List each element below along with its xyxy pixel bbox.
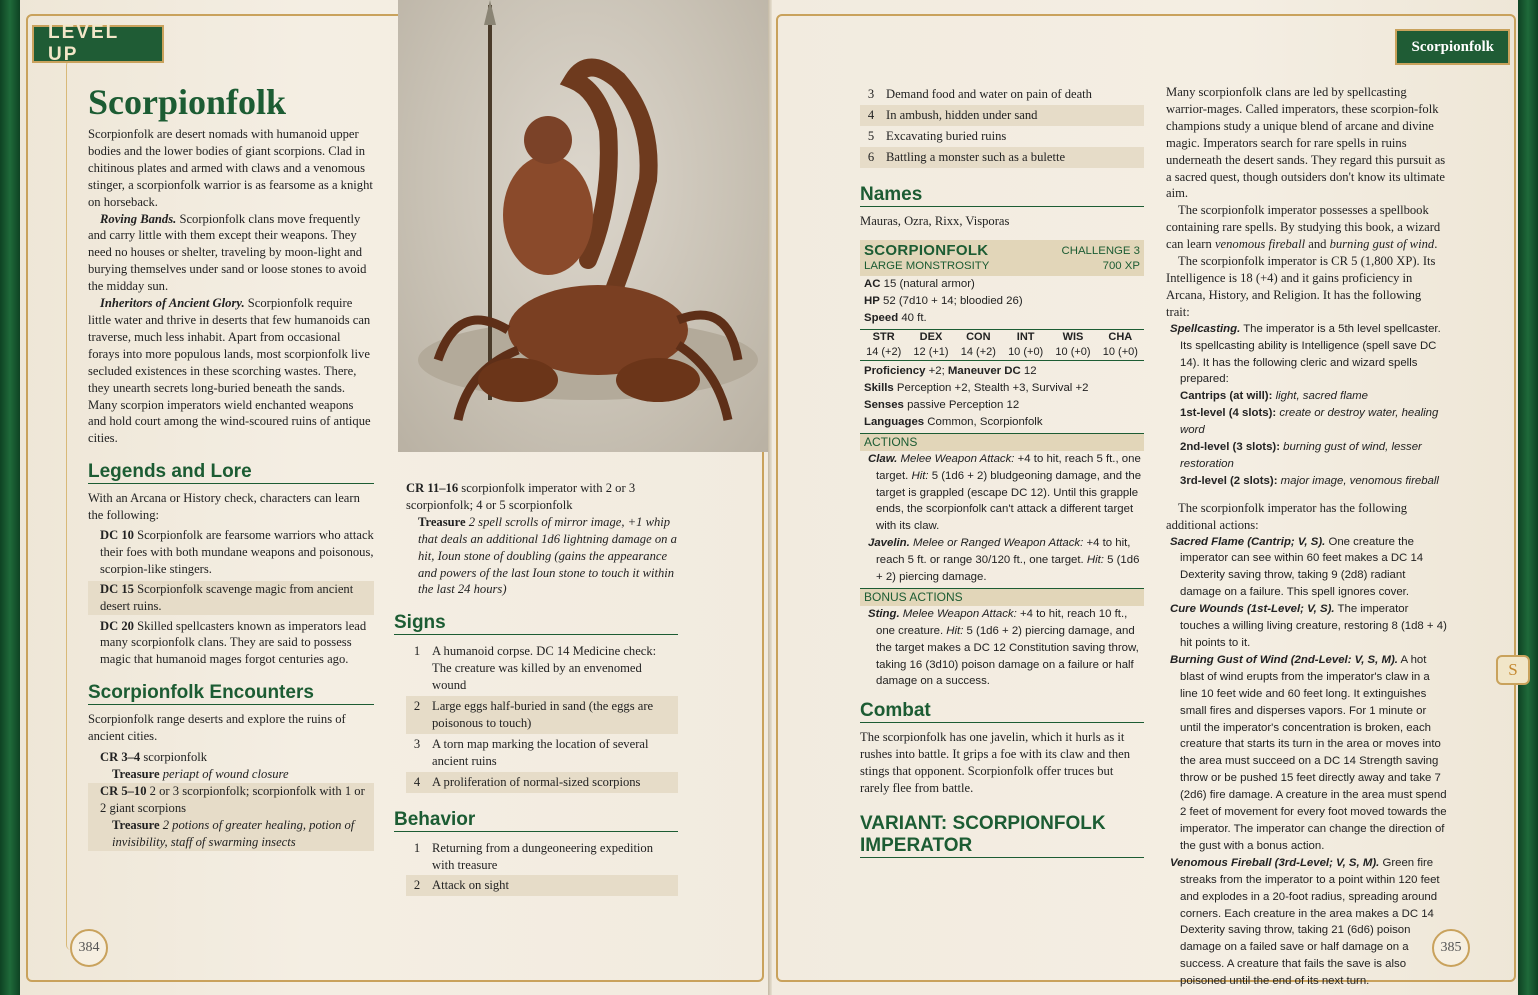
row-text: Demand food and water on pain of death bbox=[886, 87, 1092, 101]
scorpionfolk-figure-icon bbox=[398, 0, 768, 452]
sting-type: Melee Weapon Attack: bbox=[899, 607, 1017, 620]
variant-paragraph-2 bbox=[1166, 202, 1448, 253]
languages bbox=[860, 414, 1144, 431]
spell-list bbox=[1166, 388, 1448, 489]
monster-type: LARGE MONSTROSITY bbox=[864, 260, 990, 273]
lore-text: Scorpionfolk scavenge magic from ancient desert ruins. bbox=[100, 581, 354, 613]
variant-heading: VARIANT: SCORPIONFOLK IMPERATOR bbox=[860, 813, 1144, 858]
row-text: Attack on sight bbox=[428, 875, 678, 896]
table-row bbox=[406, 641, 678, 696]
row-text: Battling a monster such as a bulette bbox=[882, 147, 1144, 168]
left-column-2 bbox=[394, 480, 678, 896]
row-text: In ambush, hidden under sand bbox=[882, 105, 1144, 126]
row-number: 1 bbox=[413, 644, 421, 659]
action-text: A hot blast of wind erupts from the imperator's claw in a line 10 feet wide and 60 feet long. It extinguishes small fires and disperses vapors. For 1 minute or until the imperator's concentration is broken, each creature that starts its turn in the area or moves into the area must succeed on a DC 14 Strength saving throw or be pushed 15 feet directly away and take 7 (2d6) fire damage. A creature in the area must spend 2 feet of movement for every foot moved towards the imperator. The imperator can change the direction of the gust with a bonus action. bbox=[1180, 653, 1447, 852]
roving-bands-label: Roving Bands. bbox=[100, 211, 177, 226]
proficiency bbox=[860, 363, 1144, 380]
chapter-label: Scorpionfolk bbox=[1411, 38, 1494, 55]
row-number: 2 bbox=[406, 875, 428, 896]
ability-name: WIS bbox=[1062, 331, 1084, 344]
speed bbox=[860, 310, 1144, 327]
combat-heading: Combat bbox=[860, 700, 1144, 723]
table-row bbox=[860, 105, 1144, 126]
spellcasting-text: The imperator is a 5th level spellcaster. Its spellcasting ability is Intelligence (spell save DC 14). It has the following cleric and wizard spells prepared: bbox=[1180, 322, 1441, 386]
spell-row bbox=[1180, 439, 1448, 473]
row-number: 4 bbox=[406, 772, 428, 793]
treasure-text: 2 potions of greater healing, potion of invisibility, staff of swarming insects bbox=[112, 817, 355, 849]
combat-text: The scorpionfolk has one javelin, which it hurls as it rushes into battle. It grips a foe with its claw and then stings that opponent. Scorpionfolk offer truces but rarely flee from battle. bbox=[860, 730, 1131, 796]
ability-value: 14 (+2) bbox=[960, 346, 996, 359]
sting-action bbox=[864, 606, 1144, 691]
row-text: Large eggs half-buried in sand (the eggs are poisonous to touch) bbox=[428, 696, 678, 734]
encounter-text: scorpionfolk imperator with 2 or 3 scorpionfolk; 4 or 5 scorpionfolk bbox=[406, 481, 636, 512]
spellcasting-trait bbox=[1166, 321, 1448, 389]
left-column-1 bbox=[88, 82, 374, 851]
signs-table bbox=[406, 641, 678, 792]
hp-value: 52 (7d10 + 14; bloodied 26) bbox=[879, 295, 1023, 308]
ancient-glory-label: Inheritors of Ancient Glory. bbox=[100, 296, 245, 311]
variant-spell-1: venomous fireball bbox=[1214, 237, 1306, 252]
imperator-action bbox=[1166, 601, 1448, 652]
intro-paragraph: Scorpionfolk are desert nomads with humanoid upper bodies and the lower bodies of giant scorpions. Clad in chitinous plates and armed with claws and a venomous stinger, a scorpionfolk warrior is as fearsome as a knight on horseback. bbox=[88, 127, 373, 209]
row-number: 2 bbox=[406, 696, 428, 734]
lore-text: Scorpionfolk are fearsome warriors who attack their foes with both mundane weapons and poisonous, scorpion-like stingers. bbox=[100, 528, 374, 576]
maneuver-value: 12 bbox=[1020, 365, 1037, 378]
page-number-right: 385 bbox=[1432, 929, 1470, 967]
javelin-action bbox=[864, 535, 1144, 586]
senses-label: Senses bbox=[864, 398, 904, 411]
treasure-label: Treasure bbox=[112, 767, 160, 781]
skills bbox=[860, 380, 1144, 397]
variant-paragraph-3: The scorpionfolk imperator is CR 5 (1,800 XP). Its Intelligence is 18 (+4) and it gains proficiency in Arcana, History, and Religion. It has the following trait: bbox=[1166, 254, 1436, 319]
spell-names: major image, venomous fireball bbox=[1277, 474, 1439, 487]
row-text: Returning from a dungeoneering expedition with treasure bbox=[432, 840, 654, 872]
row-number: 5 bbox=[867, 128, 875, 143]
table-row bbox=[860, 84, 1144, 105]
action-label: Sacred Flame (Cantrip; V, S). bbox=[1170, 535, 1326, 548]
spell-level-label: 1st-level (4 slots): bbox=[1180, 407, 1277, 420]
page-title: Scorpionfolk bbox=[88, 82, 287, 122]
lore-dc: DC 15 bbox=[100, 581, 134, 596]
variant-p2-end: . bbox=[1434, 237, 1438, 252]
stat-block-header bbox=[860, 240, 1144, 277]
variant-p2-and: and bbox=[1305, 237, 1330, 252]
table-row bbox=[860, 147, 1144, 168]
claw-label: Claw. bbox=[868, 452, 898, 465]
table-row bbox=[406, 696, 678, 734]
claw-rest: 5 (1d6 + 2) bludgeoning damage, and the target is grappled (escape DC 12). Until this grapple ends, the scorpionfolk can't attack a different target with its claw. bbox=[876, 469, 1142, 533]
ability-value: 10 (+0) bbox=[1008, 346, 1044, 359]
table-row bbox=[406, 838, 678, 876]
sting-label: Sting. bbox=[868, 607, 900, 620]
encounters-intro: Scorpionfolk range deserts and explore the ruins of ancient cities. bbox=[88, 712, 346, 744]
spell-names: create or destroy water, healing word bbox=[1180, 407, 1439, 437]
prof-label: Proficiency bbox=[864, 365, 926, 378]
row-number: 4 bbox=[860, 105, 882, 126]
senses bbox=[860, 397, 1144, 414]
javelin-type: Melee or Ranged Weapon Attack: bbox=[909, 537, 1084, 550]
ability-name: CON bbox=[966, 331, 991, 344]
hp-label: HP bbox=[864, 295, 880, 308]
encounter-item bbox=[406, 480, 678, 598]
lore-item bbox=[88, 581, 374, 615]
left-edge-bar bbox=[0, 0, 20, 995]
spell-names: light, sacred flame bbox=[1272, 390, 1369, 403]
javelin-rest: 5 (1d6 + 2) piercing damage. bbox=[876, 554, 1140, 584]
spellcasting-label: Spellcasting. bbox=[1170, 322, 1241, 335]
level-up-banner bbox=[32, 22, 164, 65]
ability-value: 14 (+2) bbox=[866, 346, 902, 359]
scorpionfolk-illustration bbox=[398, 0, 768, 452]
spine-gutter bbox=[768, 0, 772, 995]
left-border-line bbox=[66, 60, 76, 950]
right-column-1 bbox=[860, 84, 1144, 864]
skills-label: Skills bbox=[864, 382, 894, 395]
senses-value: passive Perception 12 bbox=[903, 398, 1020, 411]
right-edge-bar bbox=[1518, 0, 1538, 995]
spell-level-label: 2nd-level (3 slots): bbox=[1180, 441, 1281, 454]
level-up-label: LEVEL UP bbox=[48, 22, 119, 65]
sting-rest: 5 (1d6 + 2) piercing damage, and the target makes a DC 12 Constitution saving throw, taking 16 (3d10) poison damage on a failure or half damage on a success. bbox=[876, 624, 1139, 688]
encounters-heading: Scorpionfolk Encounters bbox=[88, 682, 374, 705]
variant-paragraph-4: The scorpionfolk imperator has the following additional actions: bbox=[1166, 500, 1408, 532]
action-text: Green fire streaks from the imperator to a point within 120 feet and explodes in a 20-foot radius, spreading around corners. Each creature in the area makes a DC 14 Dexterity saving throw, taking 21 (6d6) poison damage on a failed save or half damage on a success. A creature that fails the save is also poisoned until the end of its next turn. bbox=[1180, 856, 1440, 988]
encounter-cr: CR 5–10 bbox=[100, 783, 147, 798]
lore-dc: DC 20 bbox=[100, 618, 134, 633]
spell-row bbox=[1180, 405, 1448, 439]
bonus-actions-heading: BONUS ACTIONS bbox=[860, 588, 1144, 606]
action-text: The imperator touches a willing living creature, restoring 8 (1d8 + 4) hit points to it. bbox=[1180, 603, 1447, 649]
ability-scores bbox=[860, 329, 1144, 361]
action-label: Burning Gust of Wind (2nd-Level: V, S, M). bbox=[1170, 653, 1398, 666]
challenge-rating: CHALLENGE 3 bbox=[1061, 244, 1140, 257]
ability-value: 10 (+0) bbox=[1102, 346, 1138, 359]
monster-name: SCORPIONFOLK bbox=[864, 241, 989, 259]
imperator-action bbox=[1166, 652, 1448, 855]
roving-bands-paragraph bbox=[88, 211, 374, 296]
prof-value: +2; bbox=[925, 365, 945, 378]
ability-value: 12 (+1) bbox=[913, 346, 949, 359]
claw-action bbox=[864, 451, 1144, 536]
behavior-heading: Behavior bbox=[394, 809, 678, 832]
encounter-item bbox=[88, 749, 374, 783]
ability-name: CHA bbox=[1108, 331, 1133, 344]
ancient-glory-paragraph bbox=[88, 295, 374, 447]
lore-item bbox=[88, 527, 374, 578]
row-number: 3 bbox=[867, 87, 875, 101]
skills-value: Perception +2, Stealth +3, Survival +2 bbox=[893, 382, 1089, 395]
languages-value: Common, Scorpionfolk bbox=[924, 415, 1043, 428]
javelin-text: +4 to hit, reach 5 ft. or range 30/120 ft., one target. bbox=[876, 537, 1131, 567]
armor-class bbox=[860, 276, 1144, 293]
names-text: Mauras, Ozra, Rixx, Visporas bbox=[860, 213, 1010, 228]
lore-dc: DC 10 bbox=[100, 528, 134, 543]
imperator-action bbox=[1166, 534, 1448, 602]
lore-heading: Legends and Lore bbox=[88, 461, 374, 484]
speed-value: 40 ft. bbox=[898, 312, 927, 325]
ac-label: AC bbox=[864, 278, 881, 291]
encounter-cr: CR 3–4 bbox=[100, 750, 141, 765]
languages-label: Languages bbox=[864, 415, 925, 428]
action-label: Cure Wounds (1st-Level; V, S). bbox=[1170, 603, 1335, 616]
page-number-left: 384 bbox=[70, 929, 108, 967]
stat-block bbox=[860, 240, 1144, 691]
behavior-table-part-2 bbox=[860, 84, 1144, 168]
spell-row bbox=[1180, 388, 1448, 405]
roving-bands-text: Scorpionfolk clans move frequently and carry little with them except their weapons. They need no houses or shelter, traveling by moon-light and burying themselves under sand or loose stones to avoid the midday sun. bbox=[88, 211, 367, 294]
encounter-cr: CR 11–16 bbox=[406, 481, 459, 495]
table-row bbox=[406, 875, 678, 896]
right-column-2 bbox=[1166, 84, 1448, 990]
javelin-label: Javelin. bbox=[868, 537, 910, 550]
speed-label: Speed bbox=[864, 312, 899, 325]
monster-xp: 700 XP bbox=[1102, 260, 1140, 273]
ability-name: STR bbox=[872, 331, 895, 344]
encounter-item bbox=[88, 783, 374, 851]
right-page bbox=[770, 0, 1538, 995]
treasure-text: periapt of wound closure bbox=[159, 767, 289, 781]
spell-names: burning gust of wind, lesser restoration bbox=[1180, 441, 1422, 470]
lore-item bbox=[88, 618, 374, 669]
hit-points bbox=[860, 293, 1144, 310]
ability-name: DEX bbox=[919, 331, 943, 344]
variant-spell-2: burning gust of wind bbox=[1329, 237, 1435, 252]
ability-name: INT bbox=[1016, 331, 1035, 344]
sting-text: +4 to hit, reach 10 ft., one creature. bbox=[876, 607, 1128, 637]
treasure-text: 2 spell scrolls of mirror image, +1 whip that deals an additional 1d6 lightning damage on a hit, Ioun stone of doubling (gains the appearance and powers of the last Ioun stone to touch it within the last 24 hours) bbox=[418, 514, 677, 597]
claw-hit: Hit: bbox=[911, 469, 929, 482]
encounter-text: scorpionfolk bbox=[140, 750, 208, 765]
encounter-text: 2 or 3 scorpionfolk; scorpionfolk with 1 or 2 giant scorpions bbox=[100, 783, 365, 815]
ancient-glory-text: Scorpionfolk require little water and thrive in deserts that few humanoids can traverse, much less inhabit. Apart from occasional forays into more populous lands, most scorpionfolk live secluded existences in these scorching wastes. There, they unearth secrets long-buried beneath the sands. Many scorpion imperators wield enchanted weapons and hold court among the wind-scoured ruins of antique cities. bbox=[88, 296, 371, 446]
spell-row bbox=[1180, 473, 1448, 490]
treasure-label: Treasure bbox=[418, 514, 466, 529]
maneuver-label: Maneuver DC bbox=[947, 365, 1021, 378]
action-text: One creature the imperator can see within 60 feet makes a DC 14 Dexterity saving throw, taking 9 (2d8) radiant damage on a failure. This spell ignores cover. bbox=[1180, 535, 1424, 599]
action-label: Venomous Fireball (3rd-Level; V, S, M). bbox=[1170, 856, 1380, 869]
variant-paragraph-1: Many scorpionfolk clans are led by spellcasting warrior-mages. Called imperators, these scorpion-folk champions study a unique blend of arcane and divine magic. Imperators search for rare spells in ruins underneath the desert sands. They regard this pursuit as a sacred quest, though outsiders don't know its ultimate aim. bbox=[1166, 85, 1446, 201]
row-text: A torn map marking the location of several ancient ruins bbox=[432, 736, 649, 768]
row-number: 3 bbox=[413, 736, 421, 751]
table-row bbox=[406, 734, 678, 772]
behavior-table-part-1 bbox=[406, 838, 678, 897]
ac-value: 15 (natural armor) bbox=[880, 278, 975, 291]
row-number: 1 bbox=[413, 840, 421, 855]
table-row bbox=[406, 772, 678, 793]
actions-heading: ACTIONS bbox=[860, 433, 1144, 451]
lore-text: Skilled spellcasters known as imperators lead many scorpionfolk clans. They are said to possess magic that humanoid mages forgot centuries ago. bbox=[100, 618, 367, 667]
ability-value: 10 (+0) bbox=[1055, 346, 1091, 359]
claw-text: +4 to hit, reach 5 ft., one target. bbox=[876, 452, 1141, 482]
spell-level-label: 3rd-level (2 slots): bbox=[1180, 474, 1278, 487]
claw-type: Melee Weapon Attack: bbox=[897, 452, 1015, 465]
lore-intro: With an Arcana or History check, characters can learn the following: bbox=[88, 491, 360, 523]
variant-p2-text: The scorpionfolk imperator possesses a spellbook containing rare spells. By studying this book, a wizard can learn bbox=[1166, 203, 1441, 252]
chapter-banner bbox=[1395, 29, 1510, 65]
row-text: Excavating buried ruins bbox=[886, 128, 1007, 143]
signs-heading: Signs bbox=[394, 612, 678, 635]
row-text: A humanoid corpse. DC 14 Medicine check: The creature was killed by an envenomed wound bbox=[432, 644, 657, 693]
row-number: 6 bbox=[860, 147, 882, 168]
section-tab[interactable] bbox=[1496, 655, 1530, 685]
sting-hit: Hit: bbox=[946, 624, 964, 637]
names-heading: Names bbox=[860, 184, 1144, 207]
row-text: A proliferation of normal-sized scorpions bbox=[428, 772, 678, 793]
section-tab-letter: S bbox=[1508, 660, 1518, 679]
javelin-hit: Hit: bbox=[1086, 554, 1104, 567]
spell-level-label: Cantrips (at will): bbox=[1180, 390, 1273, 403]
imperator-action bbox=[1166, 855, 1448, 990]
treasure-label: Treasure bbox=[112, 817, 160, 832]
table-row bbox=[860, 126, 1144, 147]
